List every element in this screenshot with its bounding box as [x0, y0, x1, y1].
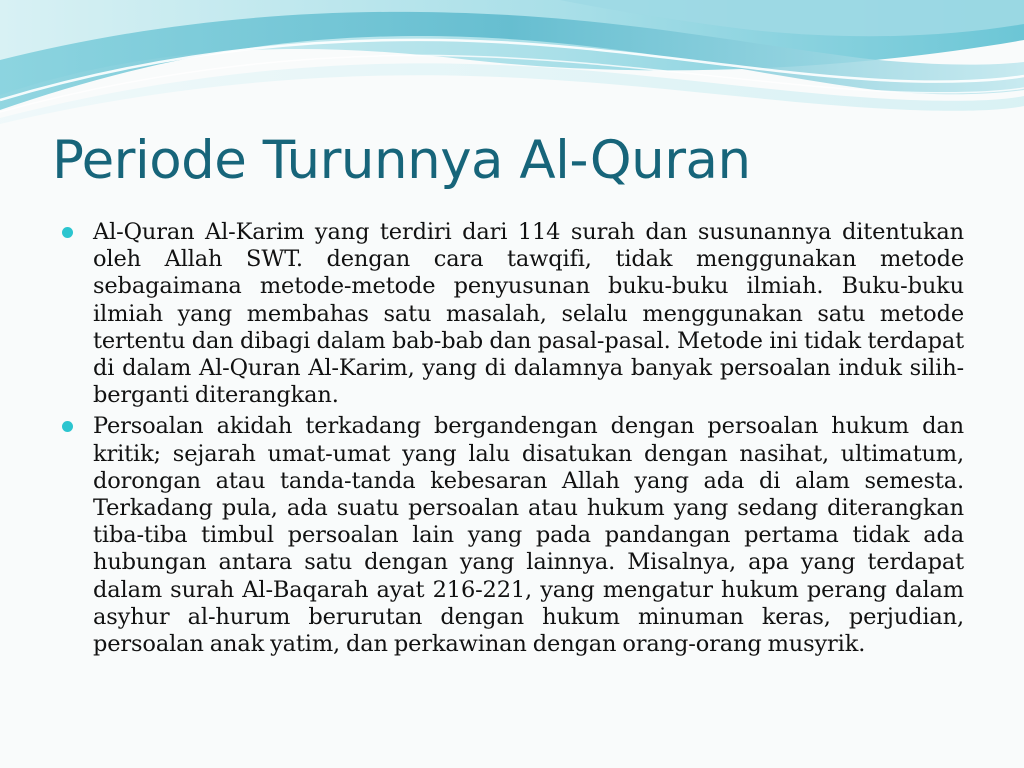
bullet-text-1: Al-Quran Al-Karim yang terdiri dari 114 surah dan susunannya ditentukan oleh Allah SWT. dengan cara tawqifi, tidak menggunakan metode sebagaimana metode-metode penyusunan buku-buku ilmiah. Buku-buku ilmiah yang membahas satu masalah, selalu menggunakan satu metode tertentu dan dibagi dalam bab-bab dan pasal-pasal. Metode ini tidak terdapat di dalam Al-Quran Al-Karim, yang di dalamnya banyak persoalan induk silih-berganti diterangkan. — [93, 219, 964, 409]
bullet-item-1 — [62, 219, 964, 409]
header-wave-decoration — [0, 0, 1024, 130]
bullet-item-2 — [62, 413, 964, 658]
bullet-list — [62, 219, 964, 662]
slide-title: Periode Turunnya Al-Quran — [52, 130, 751, 191]
bullet-dot-icon — [62, 227, 73, 238]
bullet-dot-icon — [62, 421, 73, 432]
bullet-text-2: Persoalan akidah terkadang bergandengan dengan persoalan hukum dan kritik; sejarah umat-umat yang lalu disatukan dengan nasihat, ultimatum, dorongan atau tanda-tanda kebesaran Allah yang ada di alam semesta. Terkadang pula, ada suatu persoalan atau hukum yang sedang diterangkan tiba-tiba timbul persoalan lain yang pada pandangan pertama tidak ada hubungan antara satu dengan yang lainnya. Misalnya, apa yang terdapat dalam surah Al-Baqarah ayat 216-221, yang mengatur hukum perang dalam asyhur al-hurum berurutan dengan hukum minuman keras, perjudian, persoalan anak yatim, dan perkawinan dengan orang-orang musyrik. — [93, 413, 964, 658]
